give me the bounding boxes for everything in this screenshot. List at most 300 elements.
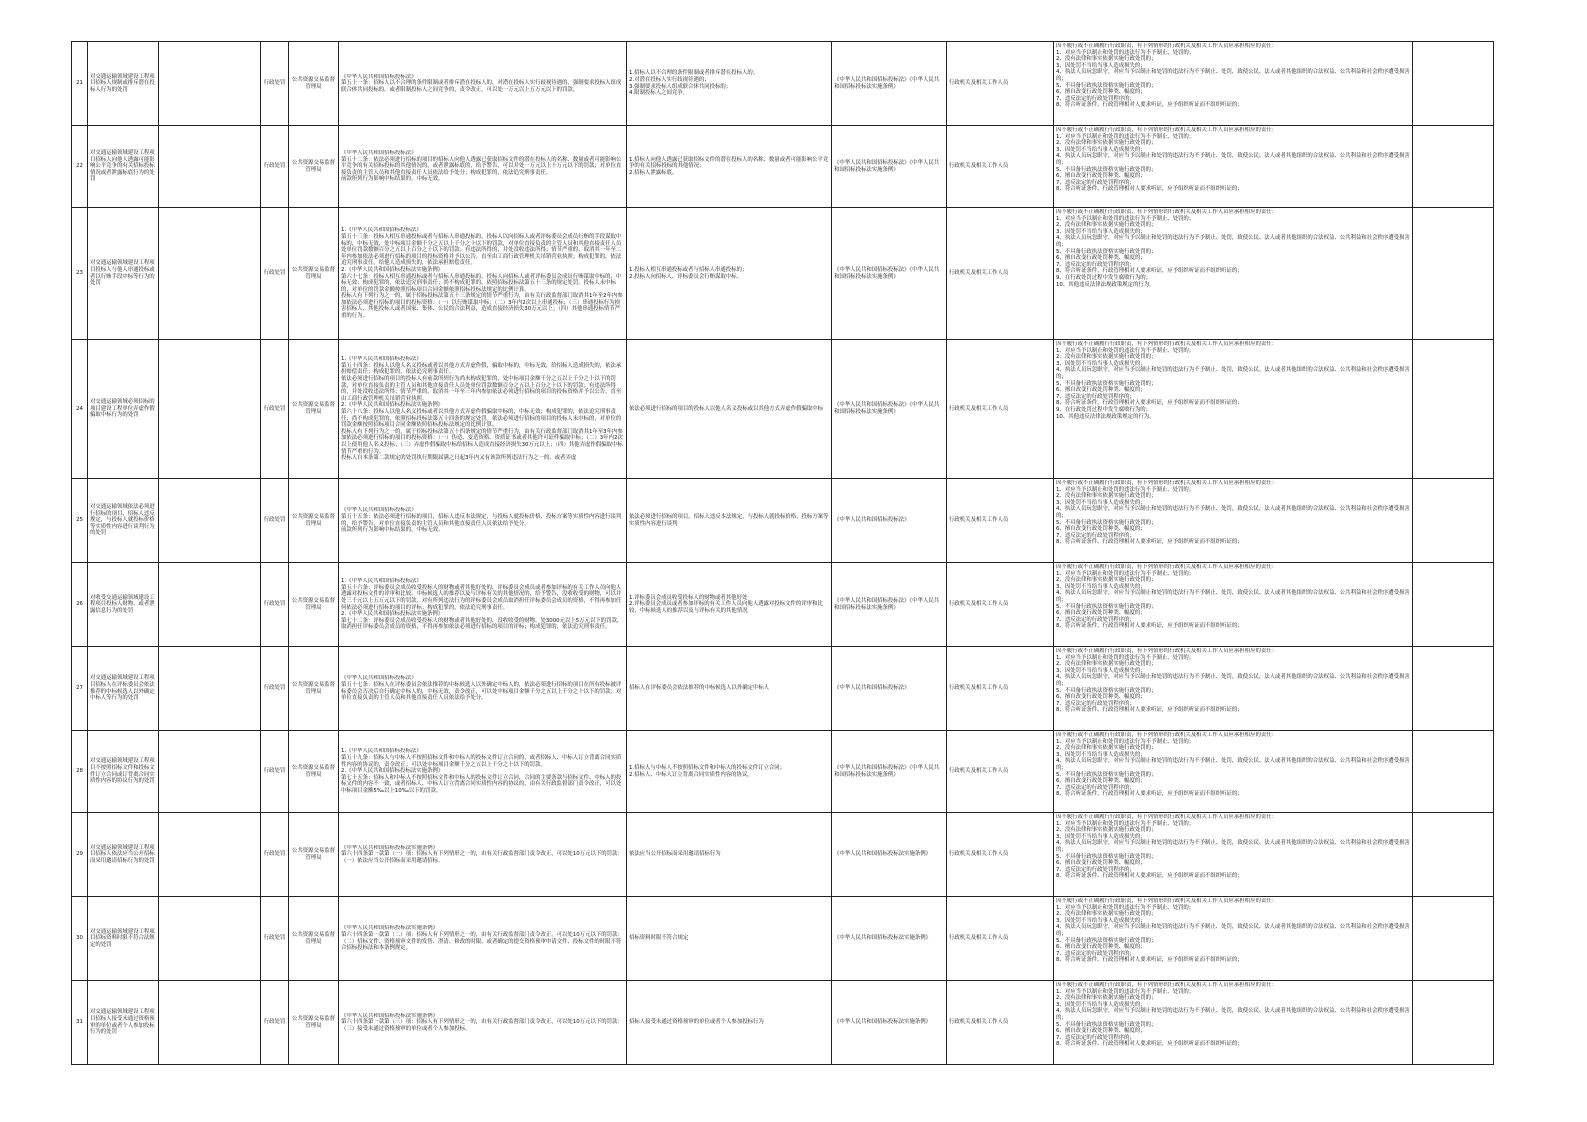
item-name-text [88,208,159,340]
item-name-text [88,813,159,897]
text-line: 公共资源交易监督管理局 [291,266,336,280]
text-line: 8、符合听证条件、行政管理相对人要求听证，应予组织听证而不组织听证的； [1056,791,1243,798]
text-line: 3.强制要求投标人组成联合体共同投标的； [629,83,732,90]
violation-situation-text [627,647,832,731]
text-line: 7、违反法定的行政处罚程序的； [1056,784,1135,791]
text-line: 行政机关及相关工作人员 [949,270,1009,277]
text-line: 第七十二条：评标委员会成员收受投标人的财物或者其他好处的，没收收受的财物，处3000元以上5万元以下的罚款，取消担任评标委员会成员的资格，不得再参加依法必须进行招标的项目的评标；构成犯罪的，依法追究刑事责任。 [341,617,623,631]
applicable-law-text [832,813,947,897]
text-line: 24 [76,405,83,412]
liability-clauses [1054,563,1413,647]
responsible-subject-text [947,813,1054,897]
text-line: 1.评标委员会成员收受投标人的财物或者其他好处 [629,594,748,601]
text-line: 依法必须进行招标的项目，招标人违反本法规定，与投标人就投标价格、投标方案等实质性内容进行谈判 [629,513,829,527]
text-line: 1.《中华人民共和国招标投标法》 [341,578,422,585]
violation-situation-text [627,126,832,208]
text-line: 6、擅自改变行政处罚种类、幅度的； [1056,1028,1146,1035]
text-line: 1.投标人相互串通投标或者与招标人串通投标的； [629,266,748,273]
text-line: 行政机关及相关工作人员 [949,685,1009,692]
violation-situation-text [627,563,832,647]
text-line: 《中华人民共和国招标投标法》《中华人民共和国招标投标法实施条例》 [834,159,940,173]
text-line: 4、执法人员玩忽职守，对应当予以制止和处罚的违法行为不予制止、处罚，致使公民、法人或者其他组织的合法权益、公共利益和社会秩序遭受损害的； [1056,924,1410,937]
liability-clauses [1054,126,1413,208]
text-line: 6、擅自改变行政处罚种类、幅度的； [1056,694,1146,701]
text-line: 2、没有法律和事实依据实施行政处罚的； [1056,995,1157,1002]
remark-cell-text [1413,731,1494,813]
implementing-agency-text [289,479,339,563]
text-line: 30 [76,935,83,942]
text-line: 行政机关及相关工作人员 [949,163,1009,170]
text-line: 行政处罚 [263,1019,286,1026]
text-line: 4、执法人员玩忽职守，对应当予以制止和处罚的违法行为不予制止、处罚，致使公民、法人或者其他组织的合法权益、公共利益和社会秩序遭受损害的； [1056,506,1410,519]
text-line: 《中华人民共和国招标投标法》 [341,150,417,157]
implementing-agency-text [289,981,339,1065]
text-line: 8、符合听证条件、行政管理相对人要求听证，应予组织听证而不组织听证的； [1056,268,1243,275]
implementing-agency-text [289,647,339,731]
text-line: 3、因处罚不当给当事人造成损失的； [1056,499,1146,506]
text-line: 投标人有下列行为之一的，属于招标投标法第五十三条规定的情节严重行为，由有关行政监督部门取消其1年至2年内参加依法必须进行招标的项目的投标资格：（一）以行贿谋取中标；（二）3年内2次以上串通投标；（三）串通投标行为损害招标人、其他投标人或者国家、集体、公民的合法利益，造成直接经济损失30万元以上；（四）其他串通投标情节严重的行为。 [341,293,623,320]
text-line: 依法必须进行招标的项目的投标人有前款所列行为尚未构成犯罪的，处中标项目金额千分之五以上千分之十以下的罚款，对单位直接负责的主管人员和其他直接责任人员处单位罚款数额百分之五以上百分之十以下的罚款；有违法所得的，并处没收违法所得；情节严重的，取消其一年至三年内参加依法必须进行招标的项目的投标资格并予以公告，直至由工商行政管理机关吊销营业执照。 [341,376,622,402]
text-line: 10、其他违反法律法规政策规定的行为。 [1056,413,1155,420]
text-line: 2、没有法律和事实依据实施行政处罚的； [1056,140,1157,147]
remark-cell-text [1413,647,1494,731]
text-line: 因不履行或不正确履行行政职责，有下列情形的行政机关及相关工作人员应承担相应的责任： [1056,209,1278,215]
text-line: 《中华人民共和国招标投标法》 [341,73,417,80]
liability-clauses-text [1056,648,1410,714]
text-line: 公共资源交易监督管理局 [291,1015,336,1029]
text-line: 7、违反法定的行政处罚程序的； [1056,950,1135,957]
applicable-law-text [832,981,947,1065]
text-line: 7、违反法定的行政处罚程序的； [1056,866,1135,873]
text-line: 公共资源交易监督管理局 [291,764,336,778]
text-line: 1.招标人以不合理的条件限制或者排斥潜在投标人的； [629,70,759,77]
text-line: 3、因处罚不当给当事人造成损失的； [1056,1001,1146,1008]
text-line: 2.招标人泄露标底。 [629,169,678,176]
text-line: 3、因处罚不当给当事人造成损失的； [1056,667,1146,674]
remark-cell-text [1413,813,1494,897]
legal-basis-text [341,1013,624,1033]
text-line: 行政机关及相关工作人员 [949,517,1009,524]
responsible-subject-text [947,208,1054,340]
text-line: 《中华人民共和国招标投标法》《中华人民共和国招标投标法实施条例》 [834,597,940,611]
implementing-agency-text [289,563,339,647]
text-line: 依法必须进行招标的项目的投标人以他人名义投标或以其他方式弄虚作假骗取中标 [629,405,824,412]
text-line: 5、不具备行政执法资格实施行政处罚的； [1056,519,1157,526]
text-line: 2.《中华人民共和国招标投标法实施条例》 [341,266,444,273]
table-row [72,563,1494,647]
text-line: 行政机关及相关工作人员 [949,405,1009,412]
applicable-law-text [832,647,947,731]
legal-basis [339,647,627,731]
row-number-text [72,647,88,731]
text-line: 行政机关及相关工作人员 [949,935,1009,942]
text-line: 2.评标委员会成员或者参加评标的有关工作人员向他人透露对投标文件的评审和比较、中标候选人的推荐以及与评标有关的其他情况 [629,601,823,614]
text-line: 因不履行或不正确履行行政职责，有下列情形的行政机关及相关工作人员应承担相应的责任： [1056,43,1278,49]
responsible-subject-text [947,897,1054,981]
text-line: 《中华人民共和国招标投标法》 [834,517,910,524]
power-category-text [261,813,289,897]
text-line: 2、没有法律和事实依据实施行政处罚的； [1056,354,1157,361]
text-line: 公共资源交易监督管理局 [291,513,336,527]
text-line: 8、符合听证条件、行政管理相对人要求听证，应予组织听证而不组织听证的； [1056,623,1243,630]
text-line: 5、不具备行政执法资格实施行政处罚的； [1056,1021,1157,1028]
text-line: 5、不具备行政执法资格实施行政处罚的； [1056,82,1157,89]
text-line: 1、对应当予以制止和处罚的违法行为不予制止、处罚的； [1056,133,1195,140]
text-line: 第六十四条第一款第（二）项：招标人有下列情形之一的，由有关行政监督部门责令改正，可以处10万元以下的罚款：（二）招标文件、资格预审文件的发售、澄清、修改的时限，或者确定的提交资格预审申请文件、投标文件的时限不符合招标投标法和本条例规定。 [341,931,623,952]
row-number-text [72,981,88,1065]
text-line: 4.限制投标人之间竞争。 [629,90,689,97]
text-line: 1.《中华人民共和国招标投标法》 [341,748,422,755]
table-row [72,42,1494,126]
text-line: 对交通运输领域建设工程项目招标人在评标委员会依法推荐的中标候选人以外确定中标人等行为的处罚 [90,675,155,702]
row-number-text [72,126,88,208]
text-line: 对交通运输领域建设工程项目招标人规制或排斥潜在投标人行为的处罚 [90,73,155,93]
text-line: 行政处罚 [263,601,286,608]
text-line: 8、符合听证条件、行政管理相对人要求听证，应予组织听证而不组织听证的； [1056,957,1243,964]
text-line: 27 [76,685,83,692]
text-line: 《中华人民共和国招标投标法实施条例》 [341,844,439,851]
power-category-text [261,479,289,563]
text-line: 31 [76,1019,83,1026]
legal-basis [339,981,627,1065]
text-line: 第五十一条：招标人以不合理的条件限制或者排斥潜在投标人的，对潜在投标人实行歧视待遇的，强制要求投标人组成联合体共同投标的，或者限制投标人之间竞争的，责令改正，可以处一万元以上五万元以下的罚款。 [341,80,622,93]
text-line: 公共资源交易监督管理局 [291,681,336,695]
text-line: 4、执法人员玩忽职守，对应当予以制止和处罚的违法行为不予制止、处罚，致使公民、法人或者其他组织的合法权益、公共利益和社会秩序遭受损害的； [1056,153,1410,166]
applicable-law-text [832,897,947,981]
blank-cell-text [159,731,261,813]
text-line: 5、不具备行政执法资格实施行政处罚的； [1056,771,1157,778]
text-line: 2.投标人向招标人、评标委员会行贿谋取中标。 [629,273,742,280]
text-line: 行政机关及相关工作人员 [949,851,1009,858]
responsible-subject-text [947,479,1054,563]
text-line: 招标人在评标委员会依法推荐的中标候选人以外确定中标人 [629,685,770,692]
text-line: 因不履行或不正确履行行政职责，有下列情形的行政机关及相关工作人员应承担相应的责任： [1056,898,1278,904]
text-line: 10、其他违反法律法规政策规定的行为。 [1056,281,1155,288]
violation-situation-text [627,981,832,1065]
text-line: 前款所列行为影响中标结果的，中标无效。 [341,527,444,534]
text-line: 7、违反法定的行政处罚程序的； [1056,393,1135,400]
text-line: 2、没有法律和事实依据实施行政处罚的； [1056,222,1157,229]
liability-clauses [1054,208,1413,340]
text-line: 3、因处罚不当给当事人造成损失的； [1056,917,1146,924]
text-line: 1、对应当予以制止和处罚的违法行为不予制止、处罚的； [1056,820,1195,827]
text-line: 6、擅自改变行政处罚种类、幅度的； [1056,89,1146,96]
item-name-text [88,897,159,981]
text-line: 行政机关及相关工作人员 [949,768,1009,775]
legal-basis-text [341,356,624,462]
table-row [72,340,1494,479]
text-line: 5、不具备行政执法资格实施行政处罚的； [1056,687,1157,694]
violation-situation-text [627,42,832,126]
text-line: 3、因处罚不当给当事人造成损失的； [1056,833,1146,840]
violation-situation-text [627,208,832,340]
text-line: 6、擅自改变行政处罚种类、幅度的； [1056,778,1146,785]
remark-cell-text [1413,208,1494,340]
text-line: 6、擅自改变行政处罚种类、幅度的； [1056,944,1146,951]
text-line: 3、因处罚不当给当事人造成损失的； [1056,228,1146,235]
text-line: 对交通运输领域建设工程项目不按照招标文件和投标文件订立合同或订背离合同实质性内容的协议行为的处罚 [90,758,155,785]
legal-basis [339,42,627,126]
liability-clauses-text [1056,209,1410,288]
text-line: 行政处罚 [263,685,286,692]
text-line: 《中华人民共和国招标投标法》 [834,685,910,692]
text-line: 行政处罚 [263,768,286,775]
legal-basis [339,813,627,897]
text-line: 5、不具备行政执法资格实施行政处罚的； [1056,937,1157,944]
text-line: 行政处罚 [263,80,286,87]
blank-cell-text [159,981,261,1065]
text-line: 因不履行或不正确履行行政职责，有下列情形的行政机关及相关工作人员应承担相应的责任： [1056,982,1278,988]
text-line: 7、违反法定的行政处罚程序的； [1056,700,1135,707]
text-line: 8、符合听证条件、行政管理相对人要求听证，应予组织听证而不组织听证的； [1056,400,1243,407]
item-name-text [88,479,159,563]
text-line: 26 [76,601,83,608]
text-line: 4、执法人员玩忽职守，对应当予以制止和处罚的违法行为不予制止、处罚，致使公民、法人或者其他组织的合法权益、公共利益和社会秩序遭受损害的； [1056,235,1410,248]
table-row [72,647,1494,731]
liability-clauses [1054,42,1413,126]
responsible-subject-text [947,981,1054,1065]
text-line: 对交通运输领域建设工程项目投标人与他人串通投标或者以行贿手段中标等行为的处罚 [90,260,155,287]
remark-cell-text [1413,981,1494,1065]
text-line: 6、擅自改变行政处罚种类、幅度的； [1056,255,1146,262]
text-line: 行政处罚 [263,851,286,858]
text-line: 8、符合听证条件、行政管理相对人要求听证，应予组织听证而不组织听证的； [1056,873,1243,880]
liability-clauses [1054,479,1413,563]
row-number-text [72,208,88,340]
text-line: 对交通运输领域建设工程项目招标资料时限不符合法规定的处罚 [90,928,155,948]
text-line: 第六十七条：投标人相互串通投标或者与招标人串通投标的，投标人向招标人或者评标委员会成员行贿谋取中标的，中标无效；构成犯罪的，依法追究刑事责任；尚不构成犯罪的，依照招标投标法第五十三条的规定处罚。投标人未中标的，对单位的罚款金额按照招标项目合同金额依照招标投标法规定的比例计算。 [341,273,622,293]
text-line: 《中华人民共和国招标投标法》《中华人民共和国招标投标法实施条例》 [834,266,940,280]
text-line: 7、违反法定的行政处罚程序的； [1056,616,1135,623]
text-line: 1、对应当予以制止和处罚的违法行为不予制止、处罚的； [1056,486,1195,493]
text-line: 4、执法人员玩忽职守，对应当予以制止和处罚的违法行为不予制止、处罚，致使公民、法人或者其他组织的合法权益、公共利益和社会秩序遭受损害的； [1056,69,1410,82]
applicable-law-text [832,563,947,647]
text-line: 招标资料时限不符合规定 [629,935,689,942]
text-line: 4、执法人员玩忽职守，对应当予以制止和处罚的违法行为不予制止、处罚，致使公民、法人或者其他组织的合法权益、公共利益和社会秩序遭受损害的； [1056,367,1410,380]
text-line: 21 [76,80,83,87]
power-category-text [261,563,289,647]
text-line: 《中华人民共和国招标投标法实施条例》 [834,851,932,858]
text-line: 7、违反法定的行政处罚程序的； [1056,95,1135,102]
responsible-subject-text [947,126,1054,208]
text-line: 1、对应当予以制止和处罚的违法行为不予制止、处罚的； [1056,215,1195,222]
text-line: 1.《中华人民共和国招标投标法》 [341,227,422,234]
item-name-text [88,981,159,1065]
text-line: 2.招标人、中标人订立背离合同实质性内容的协议。 [629,771,753,778]
item-name-text [88,42,159,126]
responsible-subject-text [947,340,1054,479]
text-line: 8、符合听证条件、行政管理相对人要求听证，应予组织听证而不组织听证的； [1056,707,1243,714]
legal-basis-text [341,748,624,794]
text-line: 《中华人民共和国招标投标法实施条例》 [834,935,932,942]
text-line: 1、对应当予以制止和处罚的违法行为不予制止、处罚的； [1056,738,1195,745]
legal-basis [339,208,627,340]
text-line: 2、没有法律和事实依据实施行政处罚的； [1056,577,1157,584]
power-category-text [261,981,289,1065]
table-row [72,479,1494,563]
legal-basis [339,563,627,647]
legal-basis [339,126,627,208]
violation-situation-text [627,340,832,479]
text-line: 2.《中华人民共和国招标投标法实施条例》 [341,768,444,775]
text-line: 28 [76,768,83,775]
legal-basis [339,731,627,813]
liability-clauses [1054,813,1413,897]
applicable-law-text [832,731,947,813]
liability-clauses-text [1056,732,1410,798]
liability-clauses [1054,647,1413,731]
text-line: 第五十四条：投标人以他人名义投标或者以其他方式弄虚作假，骗取中标的，中标无效，给招标人造成损失的，依法承担赔偿责任；构成犯罪的，依法追究刑事责任。 [341,362,622,376]
table-row [72,126,1494,208]
responsible-subject-text [947,731,1054,813]
blank-cell-text [159,479,261,563]
violation-situation-text [627,479,832,563]
text-line: 5、不具备行政执法资格实施行政处罚的； [1056,853,1157,860]
text-line: 依法应当公开招标而采用邀请招标行为 [629,851,721,858]
text-line: 7、违反法定的行政处罚程序的； [1056,1034,1135,1041]
legal-basis-text [341,845,624,865]
text-line: 7、违反法定的行政处罚程序的； [1056,179,1135,186]
text-line: 2、没有法律和事实依据实施行政处罚的； [1056,661,1157,668]
legal-basis-text [341,507,624,533]
text-line: 行政处罚 [263,270,286,277]
text-line: 8、符合听证条件、行政管理相对人要求听证，应予组织听证而不组织听证的； [1056,1041,1243,1048]
text-line: 第七十五条：招标人和中标人不按照招标文件和中标人的投标文件订立合同，合同的主要条款与招标文件、中标人的投标文件的内容不一致，或者招标人、中标人订立背离合同实质性内容的协议的，由有关行政监督部门责令改正，可以处中标项目金额5‰以上10‰以下的罚款。 [341,774,622,794]
text-line: 第五十六条：评标委员会成员收受投标人的财物或者其他好处的，评标委员会成员或者参加评标的有关工作人员向他人透露对投标文件的评审和比较、中标候选人的推荐以及与评标有关的其他情况的，给予警告，没收收受的财物，可以并处三千元以上五万元以下的罚款，对有所列违法行为的评标委员会成员取消担任评标委员会成员的资格，不得再参加任何依法必须进行招标的项目的评标；构成犯罪的，依法追究刑事责任。 [341,584,622,611]
text-line: 4、执法人员玩忽职守，对应当予以制止和处罚的违法行为不予制止、处罚，致使公民、法人或者其他组织的合法权益、公共利益和社会秩序遭受损害的； [1056,840,1410,853]
power-category-text [261,897,289,981]
text-line: 公共资源交易监督管理局 [291,931,336,945]
text-line: 因不履行或不正确履行行政职责，有下列情形的行政机关及相关工作人员应承担相应的责任： [1056,480,1278,486]
text-line: 3、因处罚不当给当事人造成损失的； [1056,583,1146,590]
liability-clauses [1054,897,1413,981]
blank-cell-text [159,563,261,647]
text-line: 3、因处罚不当给当事人造成损失的； [1056,360,1146,367]
responsible-subject-text [947,563,1054,647]
row-number-text [72,563,88,647]
text-line: 投标人自本条第二款规定的处罚执行期限届满之日起3年内又有该款所列违法行为之一的，或者弄虚 [341,455,577,462]
text-line: 行政处罚 [263,935,286,942]
text-line: 第五十七条：招标人在评标委员会依法推荐的中标候选人以外确定中标人的，依法必须进行招标的项目在所有投标被评标委员会否决后自行确定中标人的，中标无效，责令改正，可以处中标项目金额千分之五以上千分之十以下的罚款；对单位直接负责的主管人员和其他直接责任人员依法给予处分。 [341,681,622,702]
text-line: 行政机关及相关工作人员 [949,601,1009,608]
legal-basis-text [341,675,624,701]
applicable-law-text [832,340,947,479]
power-category-text [261,126,289,208]
remark-cell-text [1413,479,1494,563]
text-line: 8、符合听证条件、行政管理相对人要求听证，应予组织听证而不组织听证的； [1056,539,1243,546]
text-line: 因不履行或不正确履行行政职责，有下列情形的行政机关及相关工作人员应承担相应的责任： [1056,341,1278,347]
liability-clauses-text [1056,480,1410,546]
table-row [72,897,1494,981]
liability-clauses-text [1056,898,1410,964]
violation-situation-text [627,731,832,813]
text-line: 行政处罚 [263,517,286,524]
text-line: 行政机关及相关工作人员 [949,80,1009,87]
text-line: 4、执法人员玩忽职守，对应当予以制止和处罚的违法行为不予制止、处罚，致使公民、法人或者其他组织的合法权益、公共利益和社会秩序遭受损害的； [1056,1008,1410,1021]
text-line: 8、符合听证条件、行政管理相对人要求听证，应予组织听证而不组织听证的； [1056,186,1243,193]
text-line: 1.招标人与中标人不按照招标文件和中标人的投标文件订立合同； [629,764,786,771]
implementing-agency-text [289,208,339,340]
remark-cell-text [1413,126,1494,208]
text-line: 6、擅自改变行政处罚种类、幅度的； [1056,387,1146,394]
text-line: 第六十四条第一款第（一）项：招标人有下列情形之一的，由有关行政监督部门责令改正，可以处10万元以下的罚款：（一）依法应当公开招标而采用邀请招标。 [341,851,623,864]
text-line: 公共资源交易监督管理局 [291,597,336,611]
legal-basis [339,340,627,479]
power-category-text [261,208,289,340]
liability-clauses-text [1056,564,1410,630]
text-line: 3、因处罚不当给当事人造成损失的； [1056,62,1146,69]
text-line: 22 [76,163,83,170]
power-category-text [261,42,289,126]
text-line: 6、擅自改变行政处罚种类、幅度的； [1056,860,1146,867]
text-line: 1、对应当予以制止和处罚的违法行为不予制止、处罚的； [1056,988,1195,995]
text-line: 1.《中华人民共和国招标投标法》 [341,356,422,363]
violation-situation-text [627,813,832,897]
power-category-text [261,340,289,479]
row-number-text [72,340,88,479]
text-line: 行政机关及相关工作人员 [949,1019,1009,1026]
text-line: 2.《中华人民共和国招标投标法实施条例》 [341,402,444,409]
row-number-text [72,897,88,981]
text-line: 《中华人民共和国招标投标法》《中华人民共和国招标投标法实施条例》 [834,76,940,90]
text-line: 5、不具备行政执法资格实施行政处罚的； [1056,248,1157,255]
text-line: 4、执法人员玩忽职守，对应当予以制止和处罚的违法行为不予制止、处罚，致使公民、法人或者其他组织的合法权益、公共利益和社会秩序遭受损害的； [1056,590,1410,603]
text-line: 投标人有下列行为之一的，属于招标投标法第五十四条规定的情节严重行为，由有关行政监督部门取消其1年至3年内参加依法必须进行招标的项目的投标资格：（一）伪造、变造资格、资质证书或者其他许可证件骗取中标；（二）3年内2次以上使用他人名义投标；（三）弄虚作假骗取中标给招标人造成直接经济损失30万元以上；（四）其他弄虚作假骗取中标情节严重的行为。 [341,428,623,455]
text-line: 5、不具备行政执法资格实施行政处罚的； [1056,166,1157,173]
text-line: 公共资源交易监督管理局 [291,159,336,173]
implementing-agency-text [289,126,339,208]
text-line: 1.招标人向他人透露已获取招标文件的潜在投标人的名称、数量或者可能影响公平竞争的有关招标投标的其他情况； [629,156,829,170]
text-line: 6、擅自改变行政处罚种类、幅度的； [1056,526,1146,533]
legal-basis-text [341,74,624,94]
text-line: 招标人接受未通过资格预审的单位或者个人参加投标行为 [629,1019,764,1026]
row-number-text [72,42,88,126]
liability-clauses [1054,340,1413,479]
applicable-law-text [832,208,947,340]
responsible-subject-text [947,647,1054,731]
text-line: 公共资源交易监督管理局 [291,402,336,415]
text-line: 5、不具备行政执法资格实施行政处罚的； [1056,380,1157,387]
text-line: 第六十八条：投标人以他人名义投标或者以其他方式弄虚作假骗取中标的，中标无效；构成犯罪的，依法追究刑事责任；尚不构成犯罪的，依照招标投标法第五十四条的规定处罚。依法必须进行招标的项目的投标人未中标的，对单位的罚款金额按照招标项目合同金额依照招标投标法规定的比例计算。 [341,409,622,429]
legal-basis [339,897,627,981]
text-line: 公共资源交易监督管理局 [291,76,336,90]
text-line: 第六十四条第一款第（三）项：招标人有下列情形之一的，由有关行政监督部门责令改正，可以处10万元以下的罚款：（三）接受未通过资格预审的单位或者个人参加投标。 [341,1019,623,1032]
row-number-text [72,479,88,563]
applicable-law-text [832,126,947,208]
text-line: 1、对应当予以制止和处罚的违法行为不予制止、处罚的； [1056,904,1195,911]
remark-cell-text [1413,563,1494,647]
table-row [72,981,1494,1065]
text-line: 第五十五条：依法必须进行招标的项目，招标人违反本法规定，与投标人就投标价格、投标方案等实质性内容进行谈判的，给予警告，对单位直接负责的主管人员和其他直接责任人员依法给予处分。 [341,513,622,527]
text-line: 《中华人民共和国招标投标法》 [341,675,417,682]
blank-cell-text [159,42,261,126]
text-line: 2.《中华人民共和国招标投标法实施条例》 [341,611,444,618]
text-line: 25 [76,517,83,524]
applicable-law-text [832,479,947,563]
text-line: 2、没有法律和事实依据实施行政处罚的； [1056,911,1157,918]
text-line: 因不履行或不正确履行行政职责，有下列情形的行政机关及相关工作人员应承担相应的责任： [1056,814,1278,820]
implementing-agency-text [289,340,339,479]
text-line: 9、在行政处罚过程中发生腐败行为的； [1056,274,1152,281]
text-line: 3、因处罚不当给当事人造成损失的； [1056,751,1146,758]
text-line: 1、对应当予以制止和处罚的违法行为不予制止、处罚的； [1056,347,1195,354]
responsibility-table [71,41,1494,1065]
text-line: 第五十九条：招标人与中标人不按照招标文件和中标人的投标文件订立合同的，或者招标人、中标人订立背离合同实质性内容的协议的，责令改正；可以处中标项目金额千分之五以上千分之十以下的罚款。 [341,755,622,768]
text-line: 7、违反法定的行政处罚程序的； [1056,532,1135,539]
text-line: 因不履行或不正确履行行政职责，有下列情形的行政机关及相关工作人员应承担相应的责任： [1056,127,1278,133]
text-line: 1、对应当予以制止和处罚的违法行为不予制止、处罚的； [1056,49,1195,56]
row-number-text [72,731,88,813]
